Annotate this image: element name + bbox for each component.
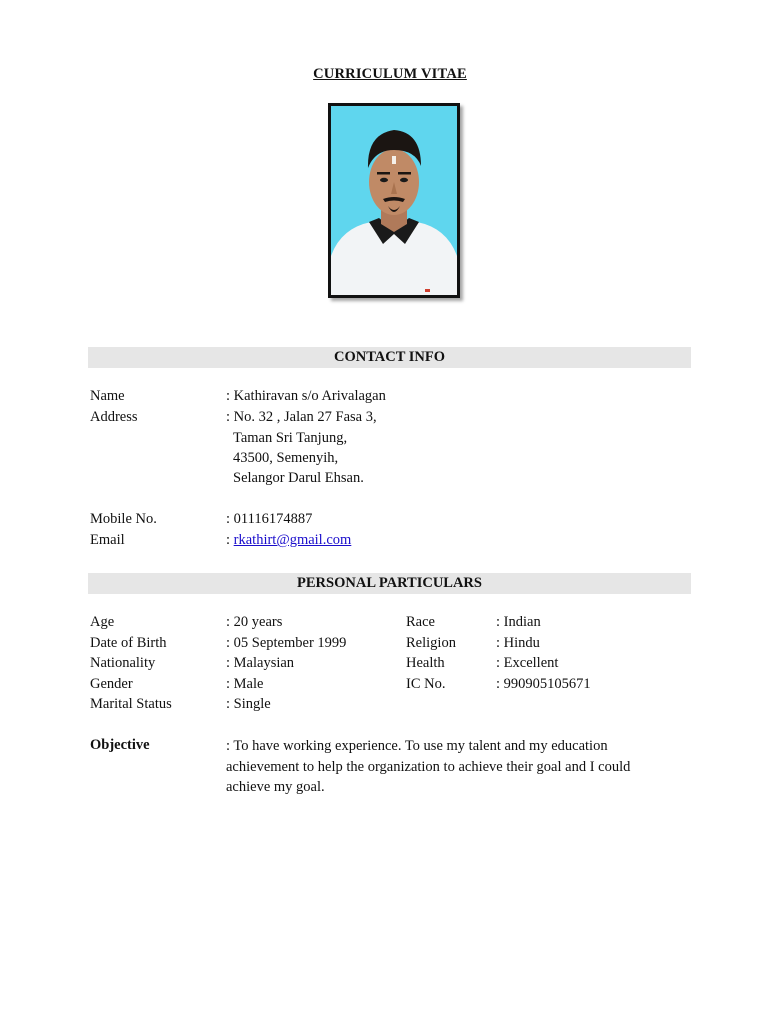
email-prefix: : — [226, 532, 231, 548]
name-value: : Kathiravan s/o Arivalagan — [226, 388, 386, 404]
gender-label: Gender — [90, 676, 133, 692]
age-value: : 20 years — [226, 614, 283, 630]
email-label: Email — [90, 532, 125, 548]
mobile-label: Mobile No. — [90, 511, 157, 527]
marital-status-label: Marital Status — [90, 696, 172, 712]
profile-photo — [328, 103, 460, 298]
nationality-label: Nationality — [90, 655, 156, 671]
personal-particulars-heading: PERSONAL PARTICULARS — [88, 573, 691, 594]
age-label: Age — [90, 614, 115, 630]
dob-value: : 05 September 1999 — [226, 635, 347, 651]
objective-text: : To have working experience. To use my talent and my education achievement to help the organization to achieve their goal and I could achieve my goal. — [226, 738, 631, 795]
email-link[interactable]: rkathirt@gmail.com — [233, 532, 352, 548]
mobile-value: : 01116174887 — [226, 511, 313, 527]
email-row — [226, 532, 351, 549]
name-label: Name — [90, 388, 125, 404]
dob-label: Date of Birth — [90, 635, 167, 651]
objective-label: Objective — [90, 737, 150, 753]
ic-number-label: IC No. — [406, 676, 446, 692]
portrait-illustration — [331, 106, 457, 295]
health-value: : Excellent — [496, 655, 559, 671]
religion-label: Religion — [406, 635, 456, 651]
ic-number-value: : 990905105671 — [496, 676, 591, 692]
address-line-2: Taman Sri Tanjung, — [233, 430, 348, 446]
race-value: : Indian — [496, 614, 541, 630]
gender-value: : Male — [226, 676, 264, 692]
health-label: Health — [406, 655, 445, 671]
religion-value: : Hindu — [496, 635, 540, 651]
address-label: Address — [90, 409, 138, 425]
contact-info-heading: CONTACT INFO — [88, 347, 691, 368]
address-line-4: Selangor Darul Ehsan. — [233, 470, 364, 486]
nationality-value: : Malaysian — [226, 655, 295, 671]
address-line-1: : No. 32 , Jalan 27 Fasa 3, — [226, 409, 377, 425]
address-line-3: 43500, Semenyih, — [233, 450, 339, 466]
marital-status-value: : Single — [226, 696, 271, 712]
race-label: Race — [406, 614, 435, 630]
document-title: CURRICULUM VITAE — [313, 66, 467, 82]
